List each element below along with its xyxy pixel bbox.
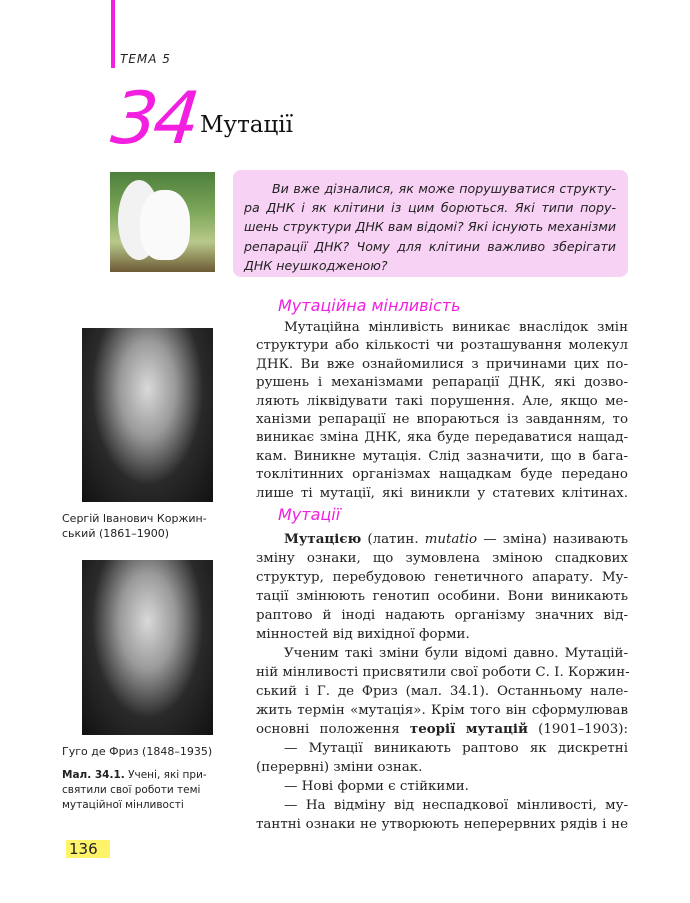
intro-line: репарації ДНК? Чому для клітини важливо зберігати <box>244 238 616 254</box>
intro-line: Ви вже дізналися, як може порушуватися структу- <box>272 181 616 196</box>
theory-line <box>256 720 628 739</box>
section-heading-mutations: Мутації <box>278 505 341 524</box>
intro-line: ДНК неушкодженою? <box>244 257 388 273</box>
text-line: виникає зміна ДНК, яка буде передаватися нащад- <box>256 430 628 446</box>
text: (латин. <box>361 532 425 547</box>
text-line: ський і Г. де Фриз (мал. 34.1). Останньому нале- <box>256 684 628 699</box>
text-line: рушень і механізмами репарації ДНК, які дозво- <box>256 375 628 391</box>
text: називають <box>553 532 629 547</box>
text-line: ляють ліквідувати такі порушення. Але, якщо ме- <box>256 393 628 409</box>
text: основні положення <box>256 722 410 737</box>
term-mutation: Мутацією <box>284 531 362 547</box>
list-item: — Мутації виникають раптово як дискретні <box>284 741 628 756</box>
list-item: — На відміну від неспадкової мінливості, му- <box>284 798 628 813</box>
section2-paragraph <box>256 530 628 834</box>
white-squirrel-image <box>110 172 215 272</box>
text: (1901–1903): <box>527 722 628 737</box>
page-number: 136 <box>66 840 110 858</box>
text-line: ній мінливості присвятили свої роботи С. І. Коржин- <box>256 665 630 680</box>
figure-caption <box>62 768 222 813</box>
portrait-korzhinsky <box>82 328 213 502</box>
text-line: структур, перебудовою генетичного апарату. Му- <box>256 570 628 585</box>
caption-korzhinsky: Сергій Іванович Коржин-ський (1861–1900) <box>62 512 207 540</box>
section-heading-mutational-variability: Мутаційна мінливість <box>278 296 461 315</box>
text-line: раптово й іноді надають організму значних від- <box>256 608 628 623</box>
lesson-number: 34 <box>107 76 201 160</box>
portrait-de-vries <box>82 560 213 735</box>
text-line: Мутаційна мінливість виникає внаслідок змін <box>284 320 628 335</box>
text-line: токлітинних організмах нащадкам буде передано <box>256 467 628 483</box>
intro-line: шень структури ДНК вам відомі? Які існують механізми <box>244 219 616 235</box>
intro-text <box>244 179 616 275</box>
text-line: ДНК. Ви вже ознайомилися з причинами цих по- <box>256 356 628 372</box>
text-line: мінностей від вихідної форми. <box>256 627 470 642</box>
topic-label: ТЕМА 5 <box>120 52 171 66</box>
term-theory: теорії мутацій <box>409 721 528 737</box>
list-item: — Нові форми є стійкими. <box>284 779 469 794</box>
text-line: структури або кількості чи розташування молекул <box>256 338 628 354</box>
text-line: лише ті мутації, які виникли у статевих клітинах. <box>256 485 628 501</box>
figure-text: Учені, які при-святили свої роботи темі мутаційної мінливості <box>62 769 207 811</box>
latin-term: mutatio <box>424 532 478 547</box>
section1-paragraph <box>256 319 628 503</box>
text-line: Ученим такі зміни були відомі давно. Мутацій- <box>284 646 628 661</box>
text: — зміна) <box>477 532 553 547</box>
caption-de-vries: Гуго де Фриз (1848–1935) <box>62 745 213 758</box>
list-item: тантні ознаки не утворюють неперервних рядів і не <box>256 817 628 832</box>
text-line: ханізми репарації не впораються із завданням, то <box>256 412 628 428</box>
text-line: зміну ознаки, що зумовлена зміною спадкових <box>256 551 628 566</box>
text-line: тації змінюють генотип особини. Вони виникають <box>256 589 628 604</box>
text-line: жить термін «мутація». Крім того він сформулював <box>256 703 628 718</box>
figure-label: Мал. 34.1. <box>62 769 125 781</box>
intro-line: ра ДНК і як клітини із цим борються. Які типи пору- <box>244 200 616 216</box>
definition-line <box>256 530 628 549</box>
accent-bar <box>111 0 115 68</box>
lesson-title: Мутації <box>200 112 294 138</box>
list-item: (перервні) зміни ознак. <box>256 760 423 775</box>
text-line: кам. Виникне мутація. Слід зазначити, що в бага- <box>256 448 628 464</box>
